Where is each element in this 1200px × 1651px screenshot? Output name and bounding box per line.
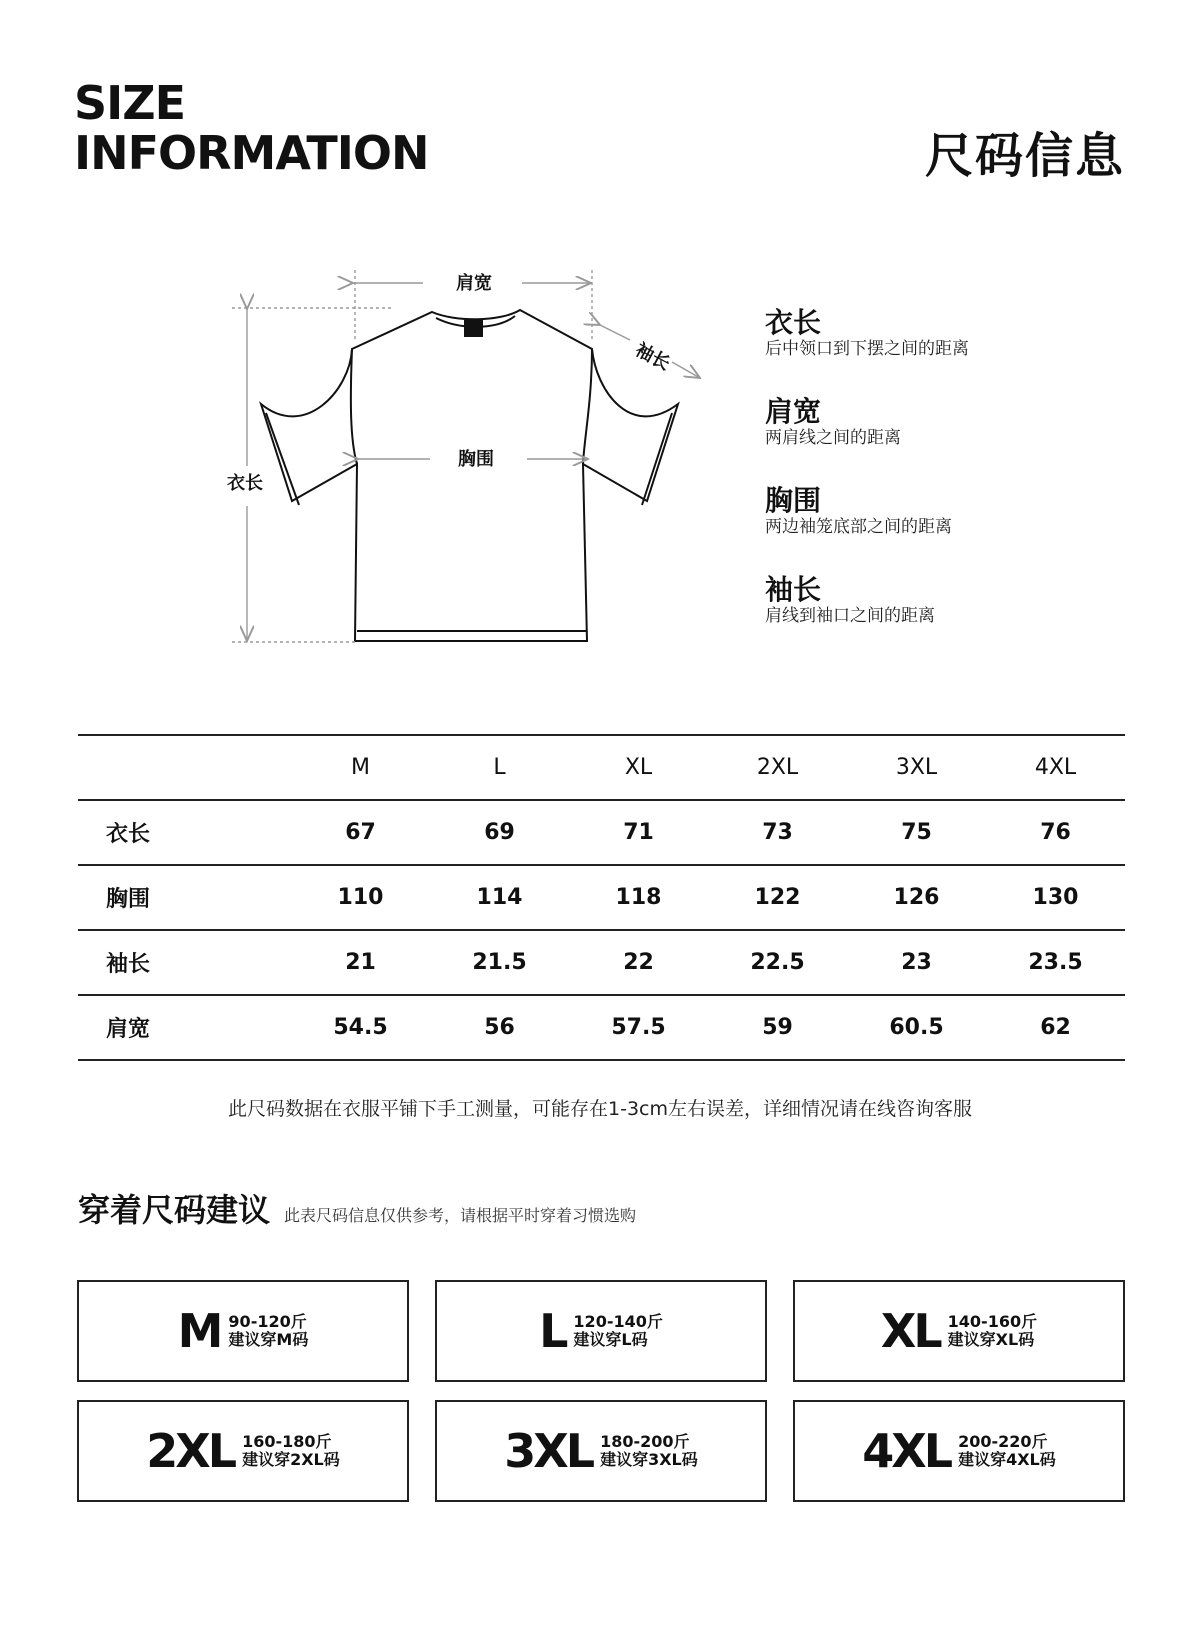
card-advice: 建议穿4XL码 <box>958 1450 1056 1469</box>
tshirt-measurement-diagram <box>0 240 720 660</box>
card-info <box>242 1433 340 1469</box>
table-cell: 122 <box>708 865 847 930</box>
size-card-xl <box>793 1280 1125 1382</box>
card-size: 4XL <box>862 1424 951 1478</box>
legend-item-shoulder <box>765 396 969 485</box>
size-card-2xl <box>77 1400 409 1502</box>
measurement-note: 此尺码数据在衣服平铺下手工测量，可能存在1-3cm左右误差，详细情况请在线咨询客服 <box>228 1098 972 1120</box>
legend-term: 胸围 <box>765 484 822 517</box>
table-cell: 60.5 <box>847 995 986 1060</box>
table-cell: 73 <box>708 800 847 865</box>
table-cell: 126 <box>847 865 986 930</box>
size-recommendation-cards <box>77 1280 1125 1502</box>
table-row <box>78 800 1125 865</box>
card-info <box>228 1313 308 1349</box>
table-cell: 118 <box>569 865 708 930</box>
recommendation-title: 穿着尺码建议 <box>78 1191 271 1229</box>
card-advice: 建议穿XL码 <box>947 1330 1035 1349</box>
row-label: 衣长 <box>78 800 291 865</box>
card-weight: 160-180斤 <box>242 1432 332 1451</box>
table-header: 4XL <box>986 735 1125 800</box>
table-header-row <box>78 735 1125 800</box>
table-cell: 59 <box>708 995 847 1060</box>
diagram-label-sleeve: 袖长 <box>631 339 674 375</box>
table-cell: 54.5 <box>291 995 430 1060</box>
table-cell: 56 <box>430 995 569 1060</box>
table-header: 2XL <box>708 735 847 800</box>
card-advice: 建议穿3XL码 <box>600 1450 698 1469</box>
table-cell: 76 <box>986 800 1125 865</box>
row-label: 肩宽 <box>78 995 291 1060</box>
table-corner <box>78 735 291 800</box>
card-weight: 140-160斤 <box>947 1312 1038 1331</box>
diagram-label-shoulder: 肩宽 <box>456 273 492 294</box>
card-weight: 180-200斤 <box>600 1432 690 1451</box>
card-info <box>948 1313 1037 1349</box>
card-weight: 90-120斤 <box>228 1312 307 1331</box>
card-size: XL <box>880 1304 940 1358</box>
card-advice: 建议穿L码 <box>573 1330 648 1349</box>
page-title-en <box>74 78 428 178</box>
legend-item-chest <box>765 485 969 574</box>
card-info <box>600 1433 698 1469</box>
card-info <box>958 1433 1056 1469</box>
table-cell: 71 <box>569 800 708 865</box>
legend-desc: 后中领口到下摆之间的距离 <box>765 339 969 359</box>
card-weight: 120-140斤 <box>573 1312 663 1331</box>
legend-term: 衣长 <box>765 306 822 339</box>
size-card-m <box>77 1280 409 1382</box>
table-cell: 21.5 <box>430 930 569 995</box>
legend-item-sleeve <box>765 574 969 663</box>
table-cell: 62 <box>986 995 1125 1060</box>
card-advice: 建议穿M码 <box>228 1330 309 1349</box>
card-advice: 建议穿2XL码 <box>242 1450 340 1469</box>
table-cell: 130 <box>986 865 1125 930</box>
measurement-legend <box>765 307 969 663</box>
legend-desc: 肩线到袖口之间的距离 <box>765 606 935 626</box>
table-cell: 69 <box>430 800 569 865</box>
table-cell: 75 <box>847 800 986 865</box>
card-size: L <box>539 1304 566 1358</box>
size-card-3xl <box>435 1400 767 1502</box>
title-en-line2: INFORMATION <box>74 126 429 180</box>
card-size: 3XL <box>504 1424 593 1478</box>
card-size: M <box>177 1304 221 1358</box>
tshirt-icon <box>261 310 678 641</box>
table-cell: 57.5 <box>569 995 708 1060</box>
recommendation-heading <box>78 1185 636 1231</box>
legend-term: 肩宽 <box>765 395 822 428</box>
table-cell: 21 <box>291 930 430 995</box>
table-cell: 22 <box>569 930 708 995</box>
size-card-4xl <box>793 1400 1125 1502</box>
diagram-label-chest: 胸围 <box>458 449 494 470</box>
recommendation-subtitle: 此表尺码信息仅供参考，请根据平时穿着习惯选购 <box>284 1206 637 1225</box>
legend-term: 袖长 <box>765 573 822 606</box>
card-weight: 200-220斤 <box>958 1432 1048 1451</box>
size-table <box>78 734 1125 1061</box>
table-header: M <box>291 735 430 800</box>
card-size: 2XL <box>146 1424 235 1478</box>
table-header: 3XL <box>847 735 986 800</box>
legend-item-length <box>765 307 969 396</box>
legend-desc: 两边袖笼底部之间的距离 <box>765 517 952 537</box>
title-en-line1: SIZE <box>74 76 186 130</box>
row-label: 袖长 <box>78 930 291 995</box>
table-header: L <box>430 735 569 800</box>
table-row <box>78 930 1125 995</box>
table-cell: 110 <box>291 865 430 930</box>
table-cell: 23 <box>847 930 986 995</box>
diagram-label-length: 衣长 <box>227 473 263 494</box>
row-label: 胸围 <box>78 865 291 930</box>
card-info <box>573 1313 662 1349</box>
table-row <box>78 995 1125 1060</box>
page-title-cn: 尺码信息 <box>924 128 1125 184</box>
table-cell: 22.5 <box>708 930 847 995</box>
size-card-l <box>435 1280 767 1382</box>
table-cell: 23.5 <box>986 930 1125 995</box>
table-header: XL <box>569 735 708 800</box>
table-cell: 67 <box>291 800 430 865</box>
legend-desc: 两肩线之间的距离 <box>765 428 901 448</box>
table-row <box>78 865 1125 930</box>
table-cell: 114 <box>430 865 569 930</box>
